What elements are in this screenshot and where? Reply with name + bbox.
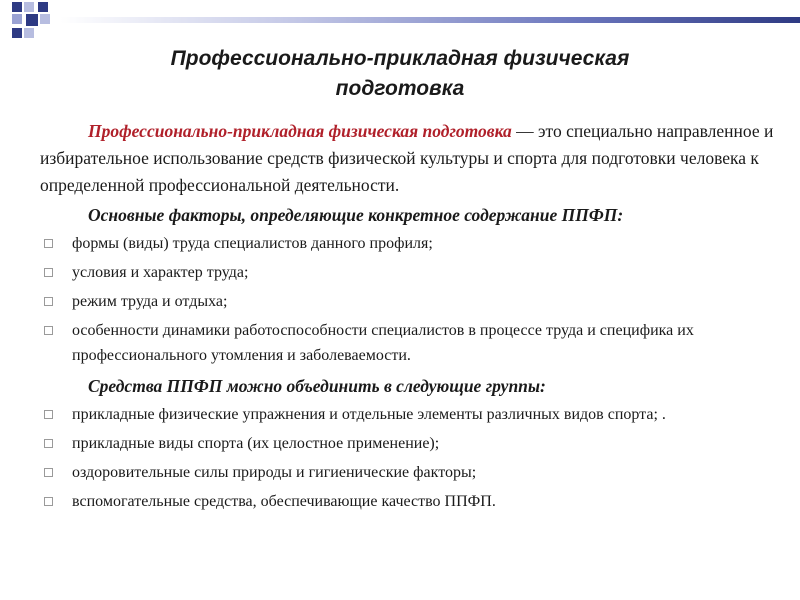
slide-title-line1: Профессионально-прикладная физическая xyxy=(170,47,630,70)
list-item xyxy=(40,318,792,368)
square-bullet-icon xyxy=(44,497,53,506)
list-item-text: формы (виды) труда специалистов данного профиля; xyxy=(72,235,433,252)
means-list xyxy=(40,402,792,514)
definition-paragraph xyxy=(40,118,792,199)
means-heading: Средства ППФП можно объединить в следующие группы: xyxy=(88,376,546,396)
list-item xyxy=(40,460,792,485)
list-item xyxy=(40,402,792,427)
list-item-text: условия и характер труда; xyxy=(72,264,249,281)
square-bullet-icon xyxy=(44,239,53,248)
square-bullet-icon xyxy=(44,268,53,277)
list-item xyxy=(40,489,792,514)
header-gradient-bar xyxy=(60,17,800,23)
list-item-text: прикладные физические упражнения и отдельные элементы различных видов спорта; . xyxy=(72,406,666,423)
list-item xyxy=(40,260,792,285)
list-item-text: режим труда и отдыха; xyxy=(72,293,228,310)
square-bullet-icon xyxy=(44,297,53,306)
factors-list xyxy=(40,231,792,368)
definition-term: Профессионально-прикладная физическая подготовка xyxy=(88,121,512,141)
slide-title xyxy=(60,44,740,104)
definition-text: — это специально направленное и избирательное использование средств физической культуры и спорта для подготовки человека к определенной профессиональной деятельности. xyxy=(40,121,774,195)
slide-content xyxy=(40,118,792,518)
square-bullet-icon xyxy=(44,410,53,419)
square-bullet-icon xyxy=(44,439,53,448)
list-item xyxy=(40,431,792,456)
list-item xyxy=(40,289,792,314)
list-item-text: оздоровительные силы природы и гигиенические факторы; xyxy=(72,464,477,481)
list-item-text: особенности динамики работоспособности специалистов в процессе труда и специфика их профессионального утомления и заболеваемости. xyxy=(72,322,694,364)
square-bullet-icon xyxy=(44,468,53,477)
slide-title-line2: подготовка xyxy=(335,77,465,100)
square-bullet-icon xyxy=(44,326,53,335)
list-item-text: вспомогательные средства, обеспечивающие качество ППФП. xyxy=(72,493,496,510)
factors-heading: Основные факторы, определяющие конкретное содержание ППФП: xyxy=(88,205,624,225)
list-item-text: прикладные виды спорта (их целостное применение); xyxy=(72,435,440,452)
list-item xyxy=(40,231,792,256)
